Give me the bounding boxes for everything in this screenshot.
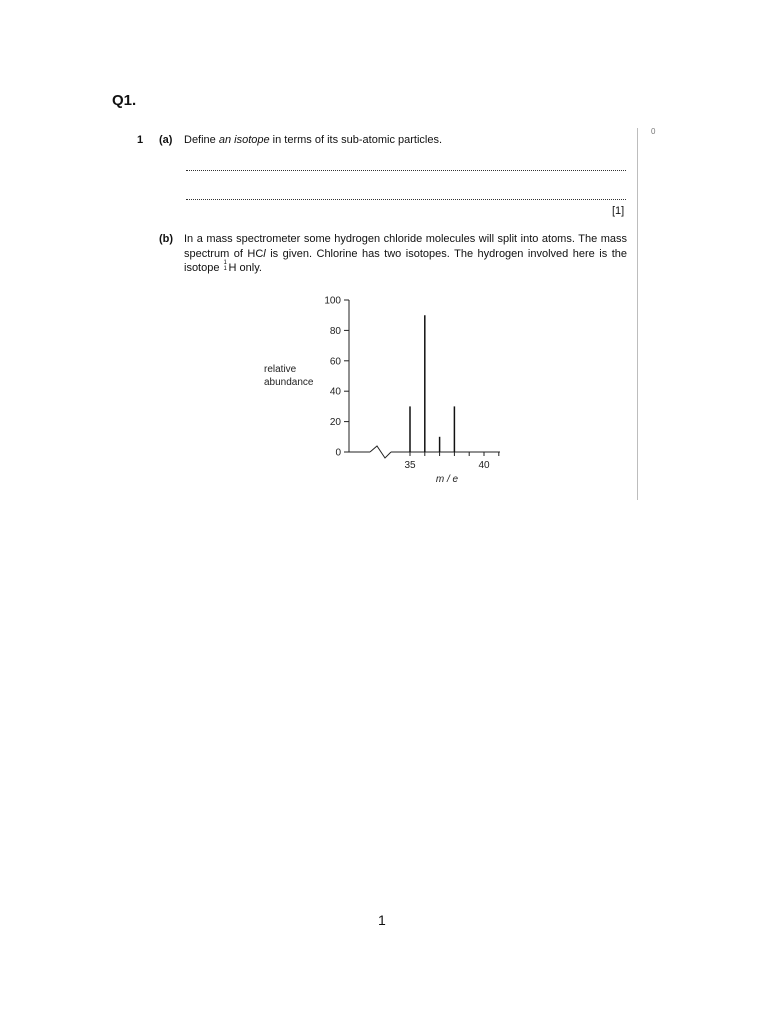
part-a-text-before: Define — [184, 134, 219, 146]
x-axis-label: m / e — [435, 474, 459, 485]
x-tick-label-35: 35 — [404, 460, 416, 471]
part-a-text-after: in terms of its sub-atomic particles. — [269, 134, 443, 146]
y-axis-label: relative abundance — [264, 364, 314, 388]
part-b-text-2: is given. Chlorine has two isotopes. The hydrogen involved here is the isotope — [184, 247, 627, 274]
part-b-text-3: only. — [236, 262, 262, 274]
page-number: 1 — [378, 912, 386, 928]
margin-mark: 0 — [651, 127, 656, 136]
isotope-symbol: H — [228, 262, 237, 274]
part-b-text-cl: l — [263, 247, 266, 260]
y-tick-label-100: 100 — [324, 295, 341, 307]
x-tick-label-40: 40 — [478, 460, 490, 471]
y-tick-label-0: 0 — [335, 447, 341, 459]
part-b-label: (b) — [159, 233, 174, 245]
axis-break-icon — [370, 446, 391, 458]
margin-rule — [637, 128, 638, 500]
part-a-text-italic: an isotope — [218, 134, 270, 146]
part-number: 1 — [137, 134, 144, 146]
mass-spectrum-chart — [250, 288, 520, 498]
y-tick-label-60: 60 — [329, 356, 341, 368]
part-a-question — [184, 133, 442, 147]
part-a-marks: [1] — [612, 205, 625, 217]
isotope-notation — [223, 261, 229, 271]
isotope-atomic-number: 1 — [223, 266, 227, 272]
y-tick-label-80: 80 — [329, 325, 341, 337]
isotope-mass-number: 1 — [223, 260, 227, 266]
answer-line-2[interactable] — [186, 199, 626, 200]
part-b-question — [184, 232, 627, 276]
part-a-label: (a) — [159, 134, 173, 146]
y-tick-label-40: 40 — [329, 386, 341, 398]
y-tick-label-20: 20 — [329, 417, 341, 429]
answer-line-1[interactable] — [186, 170, 626, 171]
part-b-text-1: In a mass spectrometer some hydrogen chloride molecules will split into atoms. The mass spectrum of HC — [184, 233, 627, 260]
question-number: Q1. — [112, 92, 137, 109]
